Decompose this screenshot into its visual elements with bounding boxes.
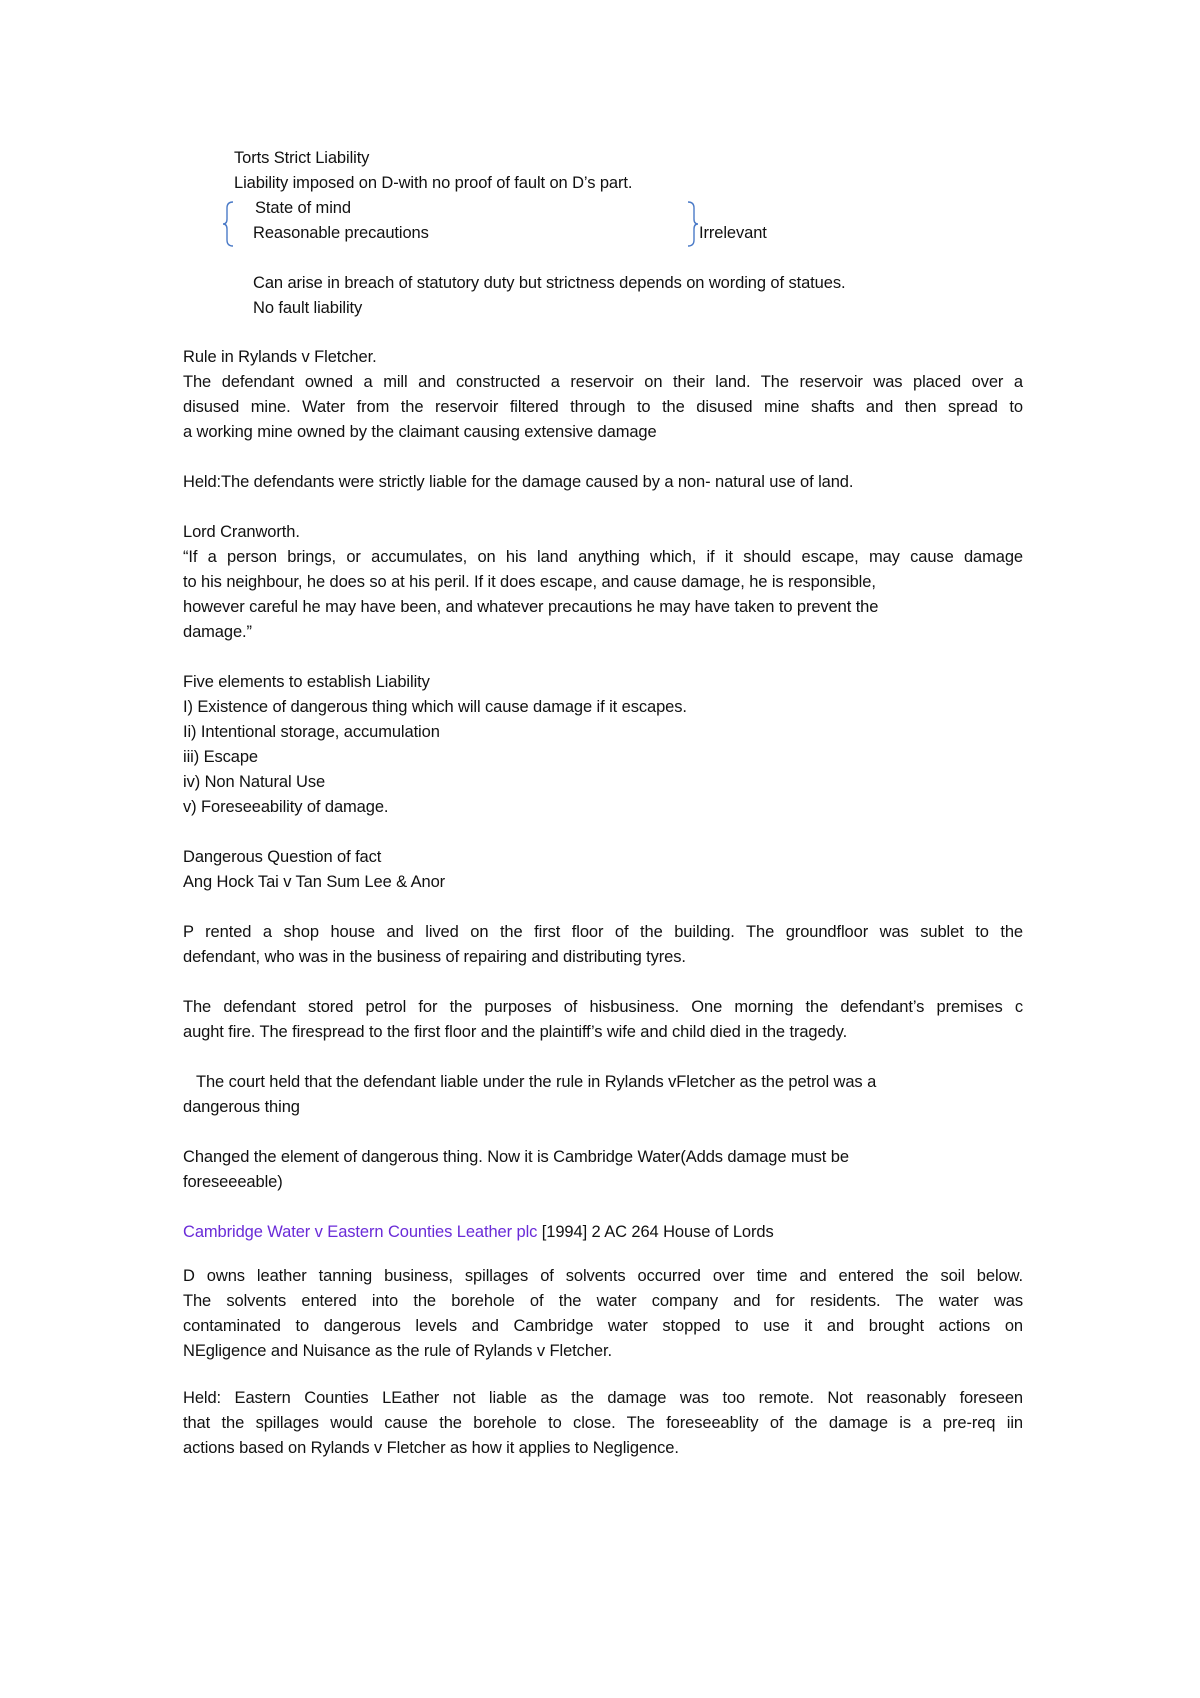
case-paragraph-line: P rented a shop house and lived on the first floor of the building. The groundfloor was sublet to the bbox=[183, 923, 1023, 941]
element-item: iii) Escape bbox=[183, 748, 259, 766]
definition-line: Liability imposed on D-with no proof of fault on D’s part. bbox=[234, 174, 633, 192]
element-item: Ii) Intentional storage, accumulation bbox=[183, 723, 440, 741]
list-item-reasonable-precautions: Reasonable precautions bbox=[253, 224, 429, 242]
cambridge-citation: [1994] 2 AC 264 House of Lords bbox=[537, 1223, 774, 1241]
cambridge-facts-line: The solvents entered into the borehole of the water company and for residents. The water was bbox=[183, 1292, 1023, 1310]
right-brace-icon bbox=[686, 200, 700, 248]
left-brace-icon bbox=[221, 200, 235, 248]
case-paragraph-line: Changed the element of dangerous thing. Now it is Cambridge Water(Adds damage must be bbox=[183, 1148, 849, 1166]
cambridge-facts-line: contaminated to dangerous levels and Cambridge water stopped to use it and brought actions on bbox=[183, 1317, 1023, 1335]
case-name: Ang Hock Tai v Tan Sum Lee & Anor bbox=[183, 873, 446, 891]
case-paragraph-line: foreseeeable) bbox=[183, 1173, 283, 1191]
cranworth-quote-line: “If a person brings, or accumulates, on his land anything which, if it should escape, may cause damage bbox=[183, 548, 1023, 566]
case-paragraph-line: The defendant stored petrol for the purposes of hisbusiness. One morning the defendant’s premises c bbox=[183, 998, 1023, 1016]
cranworth-quote-line: to his neighbour, he does so at his peril. If it does escape, and cause damage, he is responsible, bbox=[183, 573, 876, 591]
rylands-facts-line: The defendant owned a mill and constructed a reservoir on their land. The reservoir was placed over a bbox=[183, 373, 1023, 391]
element-item: I) Existence of dangerous thing which will cause damage if it escapes. bbox=[183, 698, 687, 716]
irrelevant-label: Irrelevant bbox=[699, 224, 767, 242]
element-item: iv) Non Natural Use bbox=[183, 773, 326, 791]
rylands-heading: Rule in Rylands v Fletcher. bbox=[183, 348, 377, 366]
cambridge-facts-line: D owns leather tanning business, spillages of solvents occurred over time and entered the soil below. bbox=[183, 1267, 1023, 1285]
case-paragraph-line: aught fire. The firespread to the first floor and the plaintiff’s wife and child died in the tragedy. bbox=[183, 1023, 848, 1041]
case-paragraph-line: The court held that the defendant liable under the rule in Rylands vFletcher as the petrol was a bbox=[196, 1073, 877, 1091]
rylands-facts-line: disused mine. Water from the reservoir filtered through to the disused mine shafts and then spread to bbox=[183, 398, 1023, 416]
cambridge-case-heading bbox=[183, 1221, 774, 1243]
document-title: Torts Strict Liability bbox=[234, 149, 370, 167]
cranworth-quote-line: damage.” bbox=[183, 623, 252, 641]
element-item: v) Foreseeability of damage. bbox=[183, 798, 389, 816]
statutory-duty-note: Can arise in breach of statutory duty but strictness depends on wording of statues. bbox=[253, 274, 846, 292]
cambridge-held-line: that the spillages would cause the borehole to close. The foreseeablity of the damage is a pre-req iin bbox=[183, 1414, 1023, 1432]
rylands-held: Held:The defendants were strictly liable for the damage caused by a non- natural use of land. bbox=[183, 473, 854, 491]
cambridge-held-line: actions based on Rylands v Fletcher as how it applies to Negligence. bbox=[183, 1439, 679, 1457]
cambridge-facts-line: NEgligence and Nuisance as the rule of Rylands v Fletcher. bbox=[183, 1342, 612, 1360]
case-paragraph-line: defendant, who was in the business of repairing and distributing tyres. bbox=[183, 948, 686, 966]
elements-heading: Five elements to establish Liability bbox=[183, 673, 430, 691]
cambridge-held-line: Held: Eastern Counties LEather not liable as the damage was too remote. Not reasonably foreseen bbox=[183, 1389, 1023, 1407]
list-item-state-of-mind: State of mind bbox=[255, 199, 351, 217]
cranworth-heading: Lord Cranworth. bbox=[183, 523, 300, 541]
rylands-facts-line: a working mine owned by the claimant causing extensive damage bbox=[183, 423, 657, 441]
case-paragraph-line: dangerous thing bbox=[183, 1098, 300, 1116]
dangerous-heading: Dangerous Question of fact bbox=[183, 848, 382, 866]
cranworth-quote-line: however careful he may have been, and whatever precautions he may have taken to prevent the bbox=[183, 598, 879, 616]
cambridge-case-link[interactable]: Cambridge Water v Eastern Counties Leather plc bbox=[183, 1223, 538, 1241]
no-fault-note: No fault liability bbox=[253, 299, 363, 317]
